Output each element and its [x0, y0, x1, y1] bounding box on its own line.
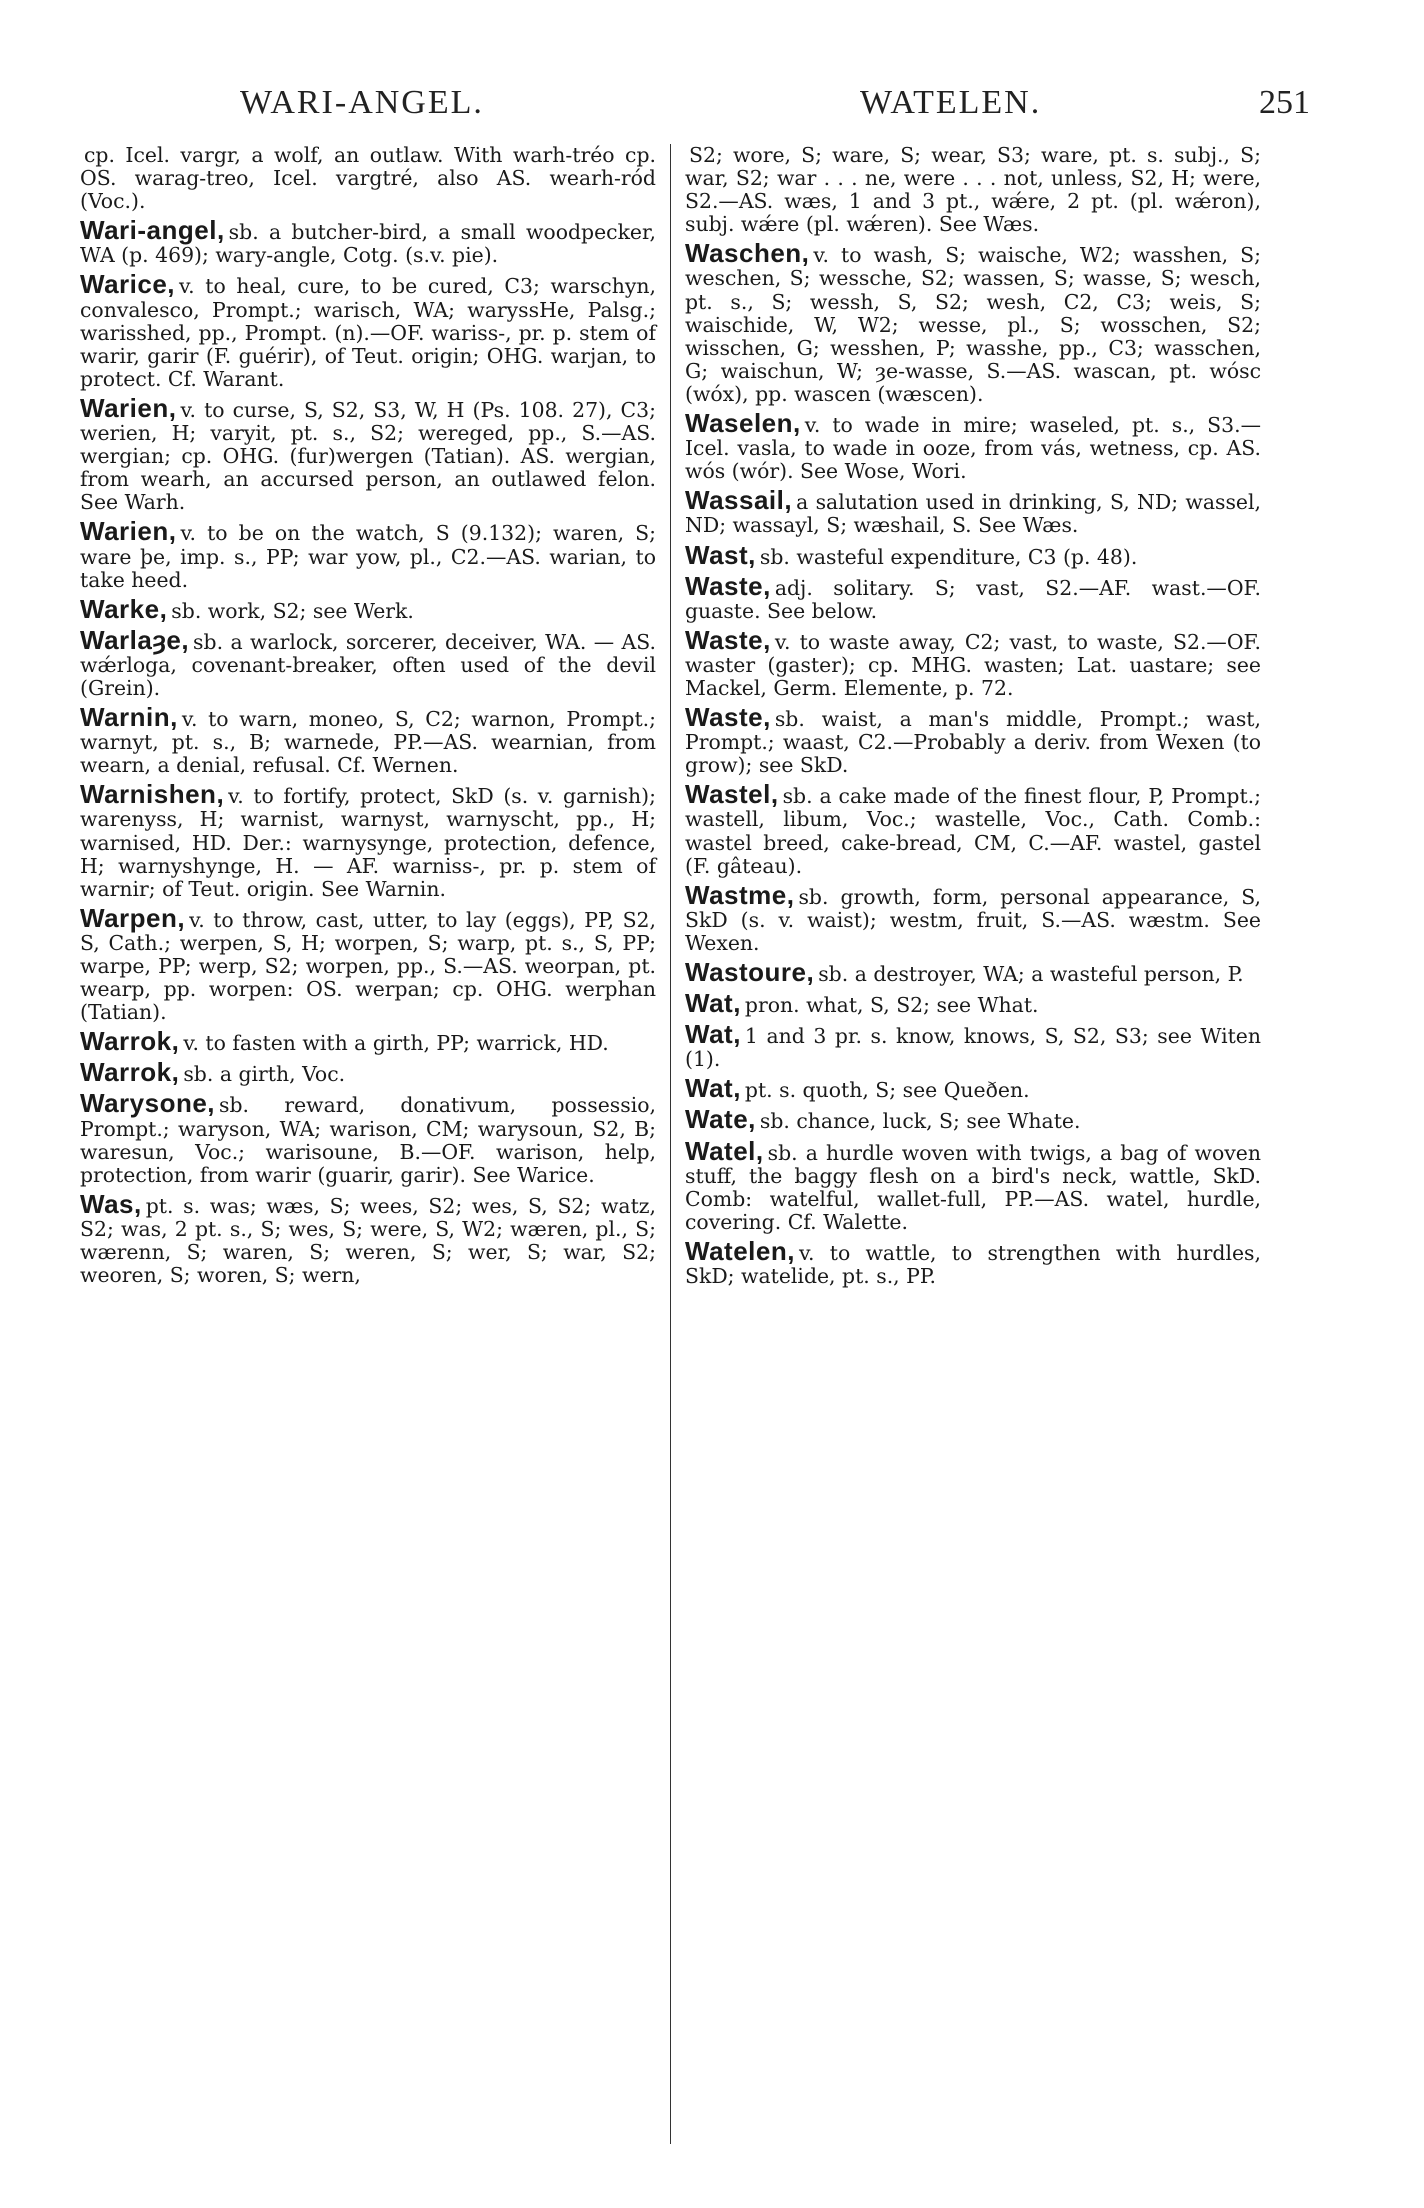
headword: Wat, — [685, 1019, 741, 1050]
headword: Warpen, — [80, 902, 186, 933]
headword: Wat, — [685, 988, 741, 1019]
entry-text: a salutation used in drinking, S, ND; wassel, ND; wassayl, S; wæshail, S. See Wæs. — [685, 490, 1261, 538]
entry — [80, 593, 656, 624]
entry — [685, 988, 1261, 1019]
entry-text: sb. a butcher-bird, a small woodpecker, WA (p. 469); wary-angle, Cotg. (s.v. pie). — [80, 220, 656, 268]
headword: Wassail, — [685, 485, 793, 516]
headword: Wari-angel, — [80, 215, 225, 246]
page-number: 251 — [1259, 84, 1310, 121]
headword: Wastme, — [685, 879, 795, 910]
entry — [80, 269, 656, 391]
entry — [80, 1188, 656, 1288]
entry-text: sb. a destroyer, WA; a wasteful person, P. — [818, 962, 1244, 986]
entry-text: sb. growth, form, personal appearance, S, SkD (s. v. waist); westm, fruit, S.—AS. wæstm. See Wexen. — [685, 884, 1261, 955]
headword: Warnin, — [80, 702, 178, 733]
entry-text: v. to be on the watch, S (9.132); waren, S; ware þe, imp. s., PP; war yow, pl., C2.—AS. warian, to take heed. — [80, 521, 656, 592]
entry — [80, 142, 656, 213]
headword: Waste, — [685, 624, 771, 655]
entry — [685, 238, 1261, 406]
headword: Warysone, — [80, 1088, 216, 1119]
entry-text: v. to throw, cast, utter, to lay (eggs), PP, S2, S, Cath.; werpen, S, H; worpen, S; warp, pt. s., S, PP; warpe, PP; werp, S2; worpen, pp., S.—AS. weorpan, pt. wearp, pp. worpen: OS. werpan; cp. OHG. werphan (Tatian). — [80, 907, 656, 1025]
headword: Wastel, — [685, 779, 779, 810]
entry-text: 1 and 3 pr. s. know, knows, S, S2, S3; see Witen (1). — [685, 1024, 1261, 1072]
entry-text: v. to fasten with a girth, PP; warrick, HD. — [183, 1031, 609, 1056]
entry-text: adj. solitary. S; vast, S2.—AF. wast.—OF. guaste. See below. — [685, 575, 1261, 623]
entry — [685, 485, 1261, 538]
entry — [80, 1026, 656, 1057]
columns — [80, 142, 1310, 2144]
headword: Warrok, — [80, 1057, 180, 1088]
entry — [80, 702, 656, 778]
entry — [685, 1104, 1261, 1135]
entry-text: cp. Icel. vargr, a wolf, an outlaw. With warh-tréo cp. OS. warag-treo, Icel. vargtré, also AS. wearh-ród (Voc.). — [80, 143, 656, 214]
right-running-head: WATELEN. — [860, 84, 1042, 121]
headword: Watelen, — [685, 1235, 795, 1266]
entry-text: sb. wasteful expenditure, C3 (p. 48). — [759, 544, 1138, 569]
entry-text: pt. s. quoth, S; see Queðen. — [744, 1078, 1030, 1103]
entry-text: sb. chance, luck, S; see Whate. — [759, 1109, 1081, 1134]
entry — [685, 957, 1261, 987]
entry — [80, 516, 656, 592]
entry — [685, 1135, 1261, 1234]
entry — [80, 1057, 656, 1088]
headword: Warice, — [80, 269, 176, 300]
entry-text: v. to curse, S, S2, S3, W, H (Ps. 108. 27), C3; werien, H; varyit, pt. s., S2; wereged, pp., S.—AS. wergian; cp. OHG. (fur)wergen (Tatian). AS. wergian, from wearh, an accursed person, an outlawed felon. See Warh. — [80, 397, 656, 515]
headword: Wastoure, — [685, 957, 815, 987]
entry-text: v. to warn, moneo, S, C2; warnon, Prompt.; warnyt, pt. s., B; warnede, PP.—AS. wearnian, from wearn, a denial, refusal. Cf. Wernen. — [80, 707, 656, 778]
entry — [80, 902, 656, 1025]
entry-text: sb. a girth, Voc. — [183, 1062, 346, 1087]
entry — [685, 408, 1261, 484]
entry — [685, 570, 1261, 623]
headword: Waste, — [685, 702, 771, 733]
left-running-head: WARI-ANGEL. — [240, 84, 484, 121]
headword: Was, — [80, 1188, 142, 1219]
headword: Wat, — [685, 1073, 741, 1104]
entry-text: sb. work, S2; see Werk. — [171, 598, 414, 623]
entry-text: sb. a cake made of the finest flour, P, Prompt.; wastell, libum, Voc.; wastelle, Voc., Cath. Comb.: wastel breed, cake-bread, CM, C.—AF. wastel, gastel (F. gâteau). — [685, 784, 1261, 878]
entry — [685, 539, 1261, 570]
entry-text: v. to wade in mire; waseled, pt. s., S3.—Icel. vasla, to wade in ooze, from vás, wetness, cp. AS. wós (wór). See Wose, Wori. — [685, 413, 1261, 484]
entry-text: v. to fortify, protect, SkD (s. v. garnish); warenyss, H; warnist, warnyst, warnyscht, pp., H; warnised, HD. Der.: warnysynge, protection, defence, H; warnyshynge, H. — AF. warniss-, pr. p. stem of warnir; of Teut. origin. See Warnin. — [80, 784, 656, 901]
entry-text: sb. reward, donativum, possessio, Prompt.; waryson, WA; warison, CM; warysoun, S2, B; waresun, Voc.; warisoune, B.—OF. warison, help, protection, from warir (guarir, garir). See Warice. — [80, 1093, 656, 1187]
entry-text: v. to wash, S; waische, W2; wasshen, S; weschen, S; wessche, S2; wassen, S; wasse, S; wesch, pt. s., S; wessh, S, S2; wesh, C2, C3; weis, S; waischide, W, W2; wesse, pl., S; wosschen, S2; wisschen, G; wesshen, P; wasshe, pp., C3; wasschen, G; waischun, W; ȝe-wasse, S.—AS. wascan, pt. wósc (wóx), pp. wascen (wæscen). — [685, 243, 1261, 406]
entry-text: sb. a warlock, sorcerer, deceiver, WA. — AS. wǽrloga, covenant-breaker, often used of the devil (Grein). — [80, 629, 656, 700]
entry — [685, 1073, 1261, 1104]
headword: Warrok, — [80, 1026, 180, 1057]
right-column — [671, 142, 1261, 2144]
entry-text: pt. s. was; wæs, S; wees, S2; wes, S, S2; watz, S2; was, 2 pt. s., S; wes, S; were, S, W2; wæren, pl., S; wærenn, S; waren, S; weren, S; wer, S; war, S2; weoren, S; woren, S; wern, — [80, 1193, 656, 1288]
headword: Waschen, — [685, 238, 810, 269]
entry — [80, 779, 656, 901]
entry — [685, 1235, 1261, 1289]
entry — [685, 624, 1261, 700]
headword: Warien, — [80, 516, 177, 547]
entry-text: pron. what, S, S2; see What. — [744, 993, 1039, 1018]
headword: Waselen, — [685, 408, 801, 439]
headword: Wast, — [685, 539, 756, 570]
entry — [685, 879, 1261, 955]
headword: Warnishen, — [80, 779, 225, 810]
headword: Warlaȝe, — [80, 624, 190, 655]
left-column — [80, 142, 670, 2144]
headword: Watel, — [685, 1135, 764, 1166]
entry — [80, 215, 656, 268]
headword: Warien, — [80, 392, 177, 423]
entry-text: sb. waist, a man's middle, Prompt.; wast, Prompt.; waast, C2.—Probably a deriv. from Wexen (to grow); see SkD. — [685, 707, 1261, 778]
dictionary-page — [80, 70, 1310, 2130]
running-head — [80, 70, 1310, 142]
headword: Waste, — [685, 570, 771, 601]
entry — [685, 779, 1261, 878]
entry — [80, 624, 656, 700]
entry — [685, 702, 1261, 778]
entry-text: v. to heal, cure, to be cured, C3; warschyn, convalesco, Prompt.; warisch, WA; waryssHe, Palsg.; warisshed, pp., Prompt. (n).—OF. wariss-, pr. p. stem of warir, garir (F. guérir), of Teut. origin; OHG. warjan, to protect. Cf. Warant. — [80, 274, 656, 391]
entry — [685, 1019, 1261, 1072]
entry-text: S2; wore, S; ware, S; wear, S3; ware, pt. s. subj., S; war, S2; war . . . ne, were . . . not, unless, S2, H; were, S2.—AS. wæs, 1 and 3 pt., wǽre, 2 pt. (pl. wǽron), subj. wǽre (pl. wǽren). See Wæs. — [685, 143, 1261, 237]
headword: Warke, — [80, 593, 168, 624]
entry-text: v. to wattle, to strengthen with hurdles, SkD; watelide, pt. s., PP. — [685, 1240, 1261, 1289]
entry-text: sb. a hurdle woven with twigs, a bag of woven stuff, the baggy flesh on a bird's neck, wattle, SkD. Comb: watelful, wallet-full, PP.—AS. watel, hurdle, covering. Cf. Walette. — [685, 1140, 1261, 1234]
entry — [80, 1088, 656, 1187]
entry — [80, 392, 656, 515]
entry-text: v. to waste away, C2; vast, to waste, S2.—OF. waster (gaster); cp. MHG. wasten; Lat. uastare; see Mackel, Germ. Elemente, p. 72. — [685, 629, 1261, 700]
headword: Wate, — [685, 1104, 756, 1135]
entry — [685, 142, 1261, 236]
